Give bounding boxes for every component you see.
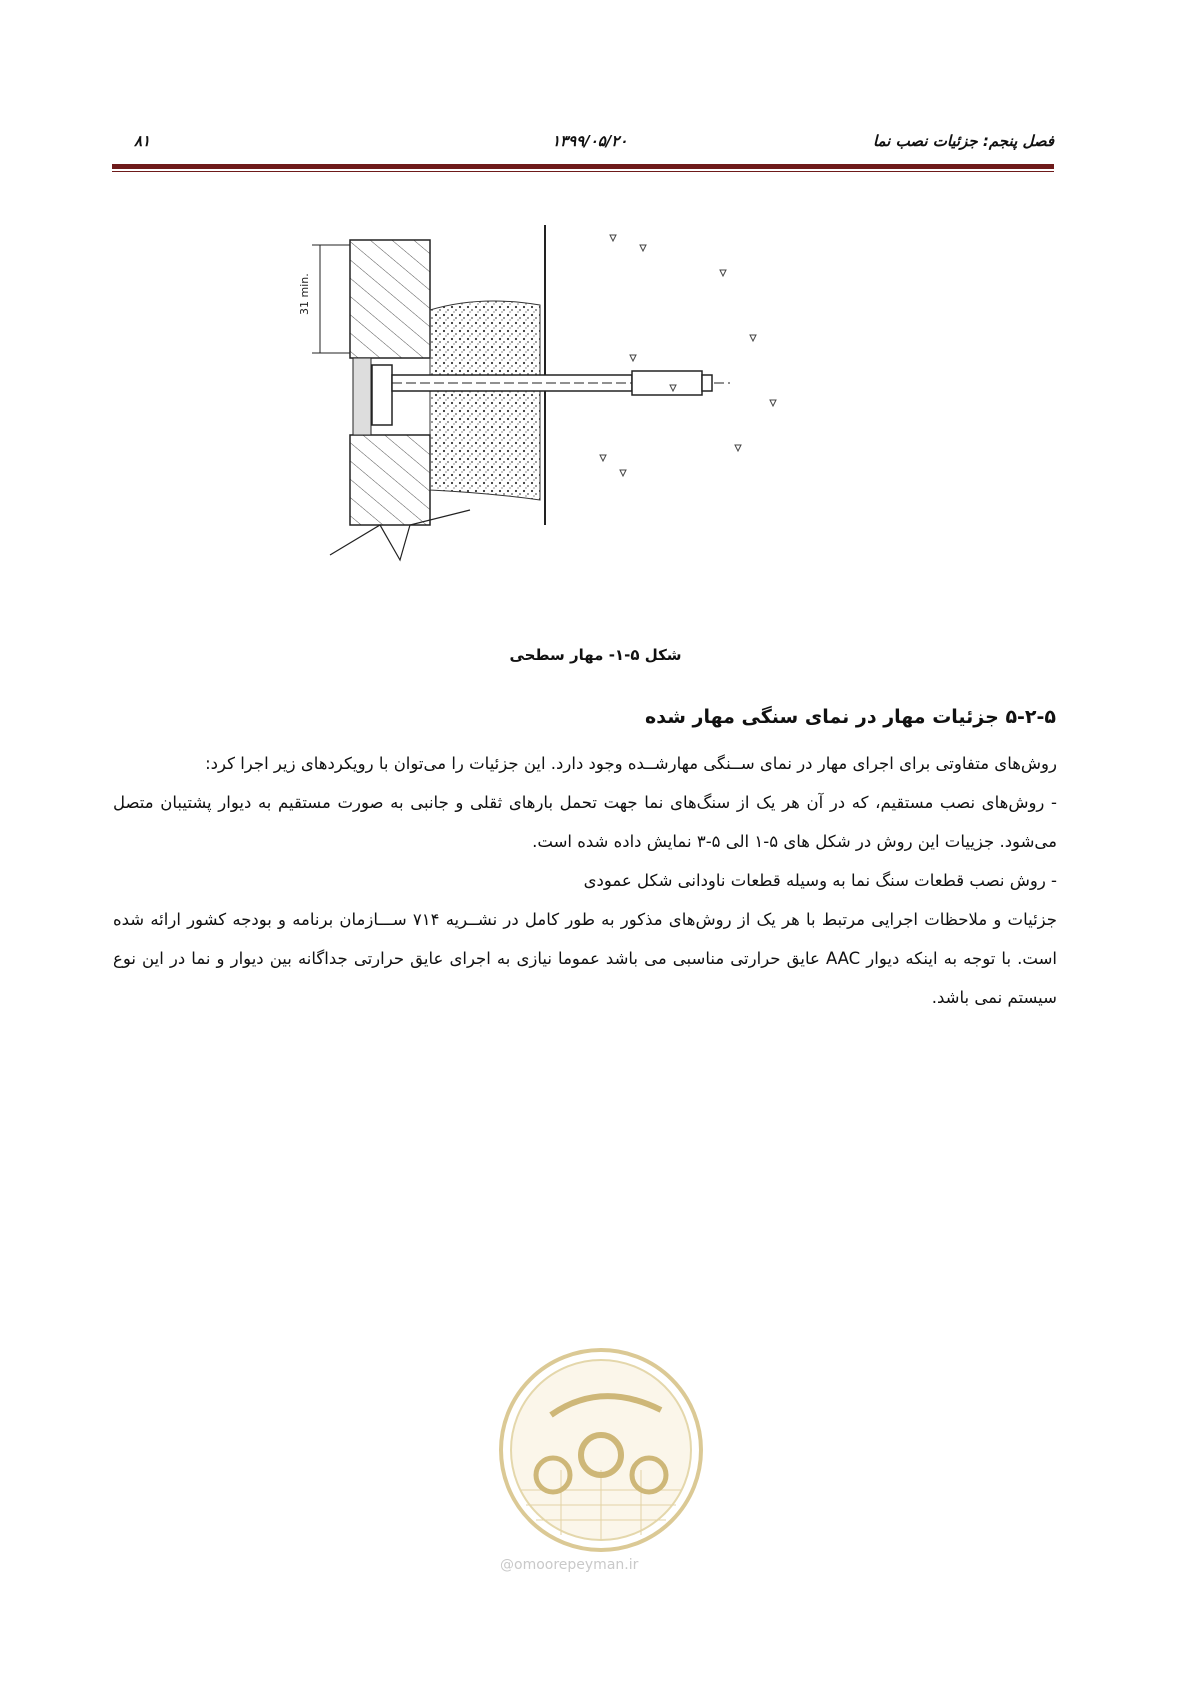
paragraph-channel-method: - روش نصب قطعات سنگ نما به وسیله قطعات ناودانی شکل عمودی	[583, 871, 1057, 890]
anchor-plate	[372, 365, 392, 425]
concrete-aggregate	[600, 235, 776, 476]
watermark-logo	[491, 1340, 711, 1590]
paragraph-details: جزئیات و ملاحظات اجرایی مرتبط با هر یک از روش‌های مذکور به طور کامل در نشــریه ۷۱۴ ســـازمان برنامه و بودجه کشور ارائه شده است. با توجه به اینکه دیوار AAC عایق حرارتی مناسبی می باشد عموما نیازی به اجرای عایق حرارتی جداگانه بین دیوار و نما در این نوع سیستم نمی باشد.	[113, 910, 1057, 1007]
page-header	[112, 128, 1054, 158]
watermark-seal-icon	[491, 1340, 711, 1560]
dimension-label: 31 min.	[298, 273, 311, 315]
header-rule	[112, 164, 1054, 169]
figure-caption: شکل ۵-۱- مهار سطحی	[509, 646, 682, 664]
anchor-detail-drawing	[298, 225, 850, 625]
watermark-url: @omoorepeyman.ir	[500, 1557, 639, 1573]
stone-panel-lower	[350, 435, 430, 525]
expansion-sleeve	[632, 371, 702, 395]
section-heading: ۵-۲-۵ جزئیات مهار در نمای سنگی مهار شده	[645, 706, 1056, 728]
header-rule-thin	[112, 171, 1054, 172]
grout-fill	[430, 301, 540, 500]
header-date: ۱۳۹۹/۰۵/۲۰	[552, 132, 628, 150]
chapter-title: فصل پنجم: جزئیات نصب نما	[872, 132, 1054, 150]
stone-panel-upper	[350, 240, 430, 358]
paragraph-direct-method: - روش‌های نصب مستقیم، که در آن هر یک از سنگ‌های نما جهت تحمل بارهای ثقلی و جانبی به صورت مستقیم به دیوار پشتیبان متصل می‌شود. جزییات این روش در شکل های ۵-۱ الی ۵-۳ نمایش داده شده است.	[113, 793, 1057, 851]
body-text	[113, 744, 1057, 1017]
page-number: ۸۱	[134, 132, 151, 150]
paragraph-intro: روش‌های متفاوتی برای اجرای مهار در نمای ســنگی مهارشــده وجود دارد. این جزئیات را می‌توان با رویکردهای زیر اجرا کرد:	[205, 754, 1057, 773]
anchor-detail-figure	[298, 225, 850, 625]
